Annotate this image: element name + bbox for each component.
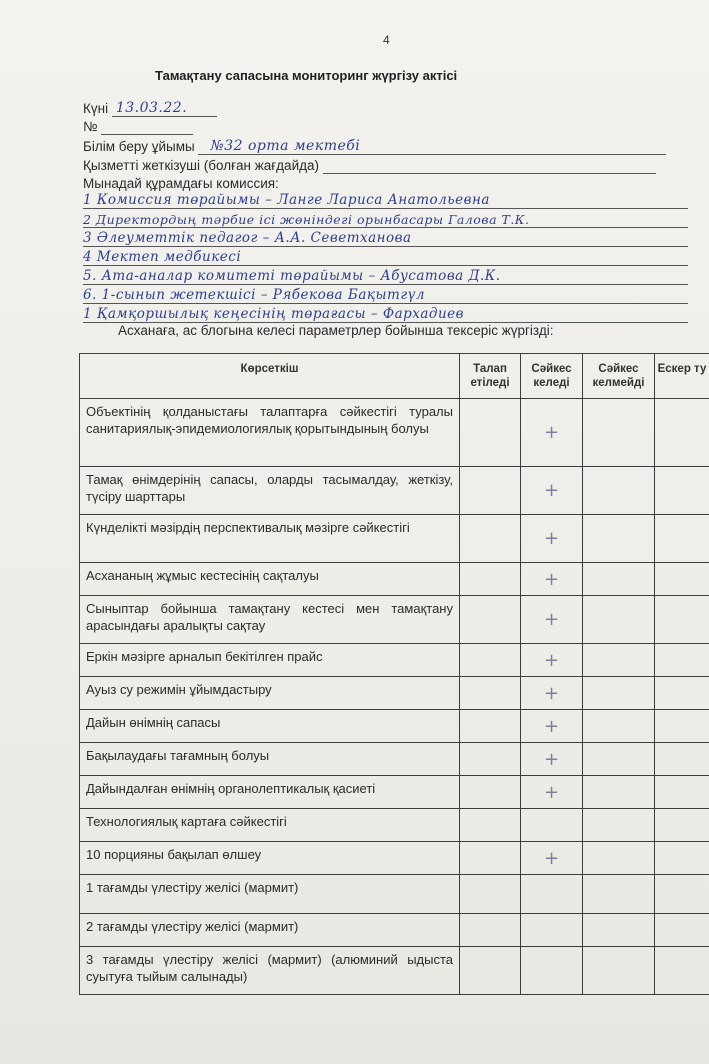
header-complies: Сәйкес келеді xyxy=(521,354,583,399)
not-complies-cell xyxy=(583,563,655,596)
header-required: Талап етіледі xyxy=(460,354,521,399)
commission-label: Мынадай құрамдағы комиссия: xyxy=(83,176,279,191)
required-cell xyxy=(460,809,521,842)
date-field xyxy=(83,100,217,117)
table-row xyxy=(80,809,709,842)
note-cell xyxy=(655,677,709,710)
provider-field xyxy=(83,157,656,174)
indicator-cell: Технологиялық картаға сәйкестігі xyxy=(80,809,460,842)
note-cell xyxy=(655,947,709,995)
table-row xyxy=(80,467,709,515)
table-row xyxy=(80,842,709,875)
commission-line xyxy=(83,192,688,209)
indicator-cell: 3 тағамды үлестіру желісі (мармит) (алюминий ыдыста суытуға тыйым салынады) xyxy=(80,947,460,995)
commission-line xyxy=(83,287,688,304)
complies-cell xyxy=(521,947,583,995)
table-row xyxy=(80,743,709,776)
required-cell xyxy=(460,914,521,947)
indicator-cell: Асхананың жұмыс кестесінің сақталуы xyxy=(80,563,460,596)
complies-cell: + xyxy=(521,842,583,875)
commission-line xyxy=(83,249,688,266)
not-complies-cell xyxy=(583,743,655,776)
not-complies-cell xyxy=(583,399,655,467)
commission-member: 2 Директордың тәрбие ісі жөніндегі орынбасары Галова Т.К. xyxy=(83,212,530,227)
note-cell xyxy=(655,809,709,842)
complies-cell: + xyxy=(521,596,583,644)
complies-cell: + xyxy=(521,710,583,743)
note-cell xyxy=(655,842,709,875)
indicator-cell: Дайын өнімнің сапасы xyxy=(80,710,460,743)
not-complies-cell xyxy=(583,776,655,809)
table-row xyxy=(80,563,709,596)
commission-member: 1 Комиссия төрайымы – Ланге Лариса Анатольевна xyxy=(83,192,490,208)
required-cell xyxy=(460,842,521,875)
school-field xyxy=(83,138,666,155)
note-cell xyxy=(655,914,709,947)
commission-member: 5. Ата-аналар комитеті төрайымы – Абусатова Д.К. xyxy=(83,268,501,284)
indicator-cell: Сыныптар бойынша тамақтану кестесі мен тамақтану арасындағы аралықты сақтау xyxy=(80,596,460,644)
required-cell xyxy=(460,467,521,515)
complies-cell: + xyxy=(521,677,583,710)
table-row xyxy=(80,914,709,947)
table-row xyxy=(80,596,709,644)
complies-cell xyxy=(521,809,583,842)
number-label: № xyxy=(83,119,98,134)
note-cell xyxy=(655,743,709,776)
required-cell xyxy=(460,596,521,644)
required-cell xyxy=(460,515,521,563)
required-cell xyxy=(460,644,521,677)
not-complies-cell xyxy=(583,947,655,995)
required-cell xyxy=(460,399,521,467)
commission-line xyxy=(83,306,688,323)
school-value: №32 орта мектебі xyxy=(210,138,361,154)
commission-member: 4 Мектеп медбикесі xyxy=(83,249,242,265)
not-complies-cell xyxy=(583,596,655,644)
table-row xyxy=(80,644,709,677)
note-cell xyxy=(655,596,709,644)
indicator-cell: Күнделікті мәзірдің перспективалық мәзірге сәйкестігі xyxy=(80,515,460,563)
note-cell xyxy=(655,563,709,596)
indicator-cell: Тамақ өнімдерінің сапасы, оларды тасымалдау, жеткізу, түсіру шарттары xyxy=(80,467,460,515)
indicator-cell: Еркін мәзірге арналып бекітілген прайс xyxy=(80,644,460,677)
page-number: 4 xyxy=(383,33,390,47)
school-label: Білім беру ұйымы xyxy=(83,139,195,154)
note-cell xyxy=(655,776,709,809)
commission-member: 3 Әлеуметтік педагог – А.А. Севетханова xyxy=(83,230,412,246)
note-cell xyxy=(655,467,709,515)
indicator-cell: Дайындалған өнімнің органолептикалық қасиеті xyxy=(80,776,460,809)
not-complies-cell xyxy=(583,710,655,743)
required-cell xyxy=(460,743,521,776)
not-complies-cell xyxy=(583,515,655,563)
commission-member: 6. 1-сынып жетекшісі – Рябекова Бақытгүл xyxy=(83,287,425,303)
inspection-intro: Асханаға, ас блогына келесі параметрлер бойынша тексеріс жүргізді: xyxy=(118,323,554,338)
document-title: Тамақтану сапасына мониторинг жүргізу актісі xyxy=(155,68,458,83)
date-value: 13.03.22. xyxy=(115,100,188,116)
not-complies-cell xyxy=(583,644,655,677)
required-cell xyxy=(460,563,521,596)
required-cell xyxy=(460,875,521,914)
header-indicator: Көрсеткіш xyxy=(80,354,460,399)
table-row xyxy=(80,947,709,995)
required-cell xyxy=(460,710,521,743)
note-cell xyxy=(655,515,709,563)
complies-cell: + xyxy=(521,563,583,596)
not-complies-cell xyxy=(583,875,655,914)
header-note: Ескер ту xyxy=(655,354,709,399)
not-complies-cell xyxy=(583,809,655,842)
indicator-cell: Объектінің қолданыстағы талаптарға сәйкестігі туралы санитариялық-эпидемиологиялық қорытындының болуы xyxy=(80,399,460,467)
commission-line xyxy=(83,211,688,228)
complies-cell: + xyxy=(521,467,583,515)
complies-cell: + xyxy=(521,776,583,809)
complies-cell: + xyxy=(521,515,583,563)
not-complies-cell xyxy=(583,842,655,875)
complies-cell: + xyxy=(521,399,583,467)
note-cell xyxy=(655,875,709,914)
commission-member: 1 Қамқоршылық кеңесінің төрағасы – Фархадиев xyxy=(83,306,465,322)
table-header-row xyxy=(80,354,709,399)
required-cell xyxy=(460,677,521,710)
date-label: Күні xyxy=(83,101,109,116)
note-cell xyxy=(655,710,709,743)
indicator-cell: 2 тағамды үлестіру желісі (мармит) xyxy=(80,914,460,947)
table-row xyxy=(80,515,709,563)
note-cell xyxy=(655,644,709,677)
not-complies-cell xyxy=(583,467,655,515)
required-cell xyxy=(460,776,521,809)
header-not-complies: Сәйкес келмейді xyxy=(583,354,655,399)
table-row xyxy=(80,677,709,710)
complies-cell: + xyxy=(521,644,583,677)
indicator-cell: 10 порцияны бақылап өлшеу xyxy=(80,842,460,875)
not-complies-cell xyxy=(583,677,655,710)
note-cell xyxy=(655,399,709,467)
required-cell xyxy=(460,947,521,995)
not-complies-cell xyxy=(583,914,655,947)
table-row xyxy=(80,399,709,467)
inspection-table xyxy=(79,353,709,995)
complies-cell xyxy=(521,875,583,914)
table-row xyxy=(80,776,709,809)
commission-line xyxy=(83,268,688,285)
table-row xyxy=(80,710,709,743)
indicator-cell: 1 тағамды үлестіру желісі (мармит) xyxy=(80,875,460,914)
number-field xyxy=(83,118,193,135)
indicator-cell: Ауыз су режимін ұйымдастыру xyxy=(80,677,460,710)
indicator-cell: Бақылаудағы тағамның болуы xyxy=(80,743,460,776)
complies-cell: + xyxy=(521,743,583,776)
provider-label: Қызметті жеткізуші (болған жағдайда) xyxy=(83,158,319,173)
complies-cell xyxy=(521,914,583,947)
commission-line xyxy=(83,230,688,247)
table-row xyxy=(80,875,709,914)
